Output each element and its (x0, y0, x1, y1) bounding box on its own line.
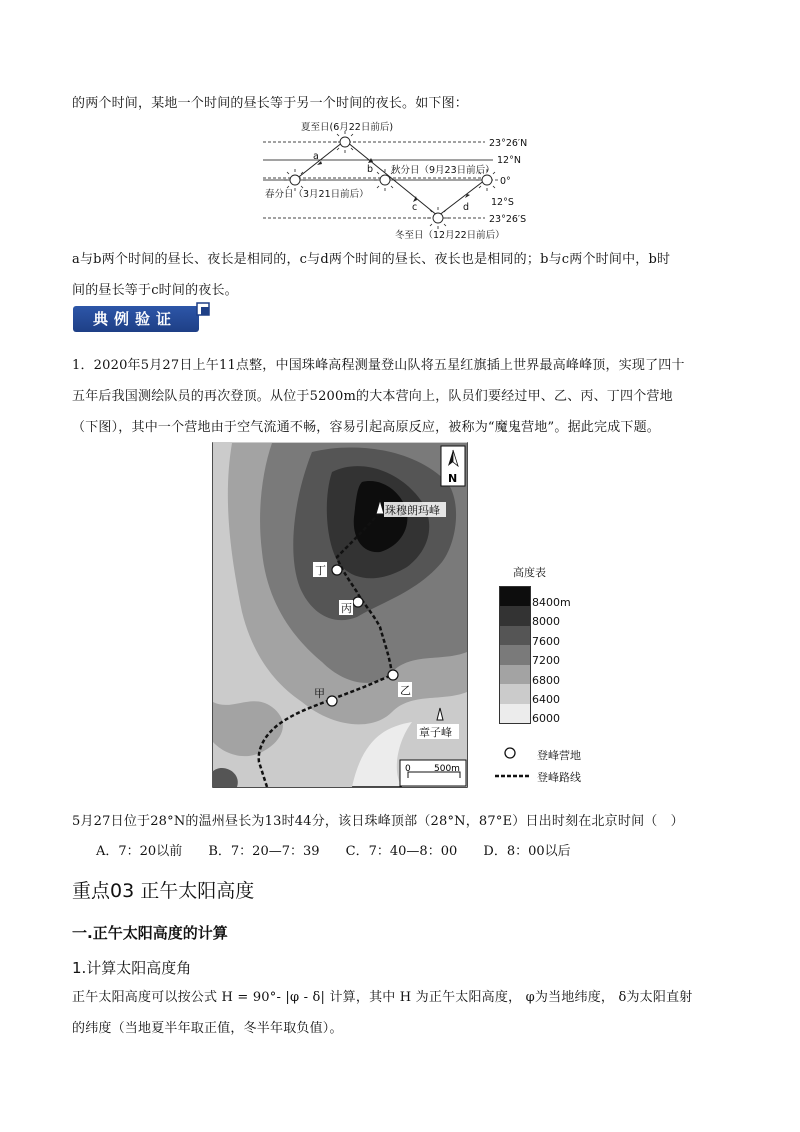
label-lat-tropic-n: 23°26′N (489, 138, 528, 149)
label-lat-12n: 12°N (497, 155, 521, 166)
label-camp-yi: 乙 (400, 684, 411, 697)
section-heading-3: 1.计算太阳高度角 (72, 959, 192, 977)
label-a: a (313, 151, 319, 162)
formula-line-2: 的纬度（当地夏半年取正值，冬半年取负值）。 (72, 1021, 343, 1036)
legend-camp-icon (503, 746, 517, 760)
section-heading-1: 重点03 正午太阳高度 (72, 880, 255, 902)
sun-equinox-right-icon (482, 175, 492, 185)
legend-level-label: 7600 (532, 634, 560, 648)
formula-line-1: 正午太阳高度可以按公式 H = 90°- |φ - δ| 计算，其中 H 为正午太阳高度， φ为当地纬度， δ为太阳直射 (72, 990, 693, 1005)
intro-text: 的两个时间，某地一个时间的昼长等于另一个时间的夜长。如下图： (72, 96, 469, 111)
label-everest: 珠穆朗玛峰 (385, 504, 440, 517)
label-d: d (463, 202, 470, 213)
option-b[interactable]: B．7：20—7：39 (208, 844, 320, 859)
sun-autumn-icon (380, 175, 390, 185)
sun-summer-icon (340, 137, 350, 147)
north-arrow (441, 446, 465, 486)
legend-swatch (500, 665, 530, 684)
sun-winter-icon (433, 213, 443, 223)
path-summer-winter (347, 142, 438, 216)
legend-swatch (500, 645, 530, 664)
question-line-3: （下图），其中一个营地由于空气流通不畅，容易引起高原反应，被称为“魔鬼营地”。据此完成下题。 (72, 420, 660, 435)
badge-corner-icon (194, 300, 212, 318)
label-b: b (367, 164, 374, 175)
legend-level-label: 7200 (532, 654, 560, 668)
label-autumn-equinox: 秋分日（9月23日前后） (391, 165, 495, 176)
label-scale-500: 500m (434, 764, 460, 774)
question-text (72, 350, 732, 443)
question-stem: 5月27日位于28°N的温州昼长为13时44分，该日珠峰顶部（28°N，87°E）日出时刻在北京时间（ ） (72, 814, 684, 829)
legend-route-icon (495, 773, 529, 779)
label-scale-0: 0 (405, 764, 411, 774)
formula-text (72, 982, 732, 1044)
option-c[interactable]: C．7：40—8：00 (345, 844, 458, 859)
section-heading-2: 一.正午太阳高度的计算 (72, 924, 228, 942)
legend-swatch (500, 626, 530, 645)
label-spring-equinox: 春分日（3月21日前后） (265, 189, 369, 200)
camp-jia-marker (327, 696, 337, 706)
sun-spring-icon (290, 175, 300, 185)
option-a[interactable]: A．7：20以前 (96, 844, 183, 859)
scale-bar (400, 760, 466, 786)
legend-camp-label: 登峰营地 (537, 749, 581, 762)
label-winter-solstice: 冬至日（12月22日前后） (395, 230, 505, 241)
question-line-2: 五年后我国测绘队员的再次登顶。从位于5200m的大本营向上，队员们要经过甲、乙、丙、丁四个营地 (72, 389, 673, 404)
label-summer-solstice: 夏至日(6月22日前后) (301, 122, 394, 133)
explain-line-1: a与b两个时间的昼长、夜长是相同的，c与d两个时间的昼长、夜长也是相同的；b与c两个时间中，b时 (72, 252, 671, 267)
question-line-1: 1．2020年5月27日上午11点整，中国珠峰高程测量登山队将五星红旗插上世界最高峰峰顶，实现了四十 (72, 358, 685, 373)
legend-swatch (500, 684, 530, 703)
legend-level-label: 8400m (532, 596, 571, 609)
legend-ramp (499, 586, 531, 724)
legend-level-label: 6000 (532, 712, 560, 726)
explain-text (72, 244, 732, 306)
camp-ding-marker (332, 565, 342, 575)
legend-swatch (500, 606, 530, 625)
legend-level-label: 8000 (532, 615, 560, 629)
everest-map (212, 442, 468, 788)
legend-swatch (500, 704, 530, 723)
legend-route-label: 登峰路线 (537, 771, 581, 784)
legend-level-label: 6400 (532, 693, 560, 706)
label-camp-jia: 甲 (314, 687, 325, 700)
legend-level-label: 6800 (532, 673, 560, 687)
section-badge: 典例验证 (73, 306, 199, 332)
label-camp-ding: 丁 (315, 564, 326, 577)
label-north: N (448, 472, 458, 485)
camp-bing-marker (353, 597, 363, 607)
label-zhangzi: 章子峰 (419, 726, 452, 739)
label-lat-tropic-s: 23°26′S (489, 214, 527, 225)
answer-options (96, 842, 593, 862)
label-lat-0: 0° (500, 176, 511, 187)
option-d[interactable]: D．8：00以后 (483, 844, 571, 859)
legend-swatch (500, 587, 530, 606)
label-lat-12s: 12°S (491, 197, 514, 208)
legend-title: 高度表 (513, 566, 546, 579)
map-legend (495, 560, 605, 790)
sun-path-diagram (255, 118, 555, 246)
label-c: c (412, 202, 418, 213)
camp-yi-marker (388, 670, 398, 680)
explain-line-2: 间的昼长等于c时间的夜长。 (72, 283, 238, 298)
label-camp-bing: 丙 (341, 602, 352, 615)
path-spring-summer (295, 142, 343, 180)
